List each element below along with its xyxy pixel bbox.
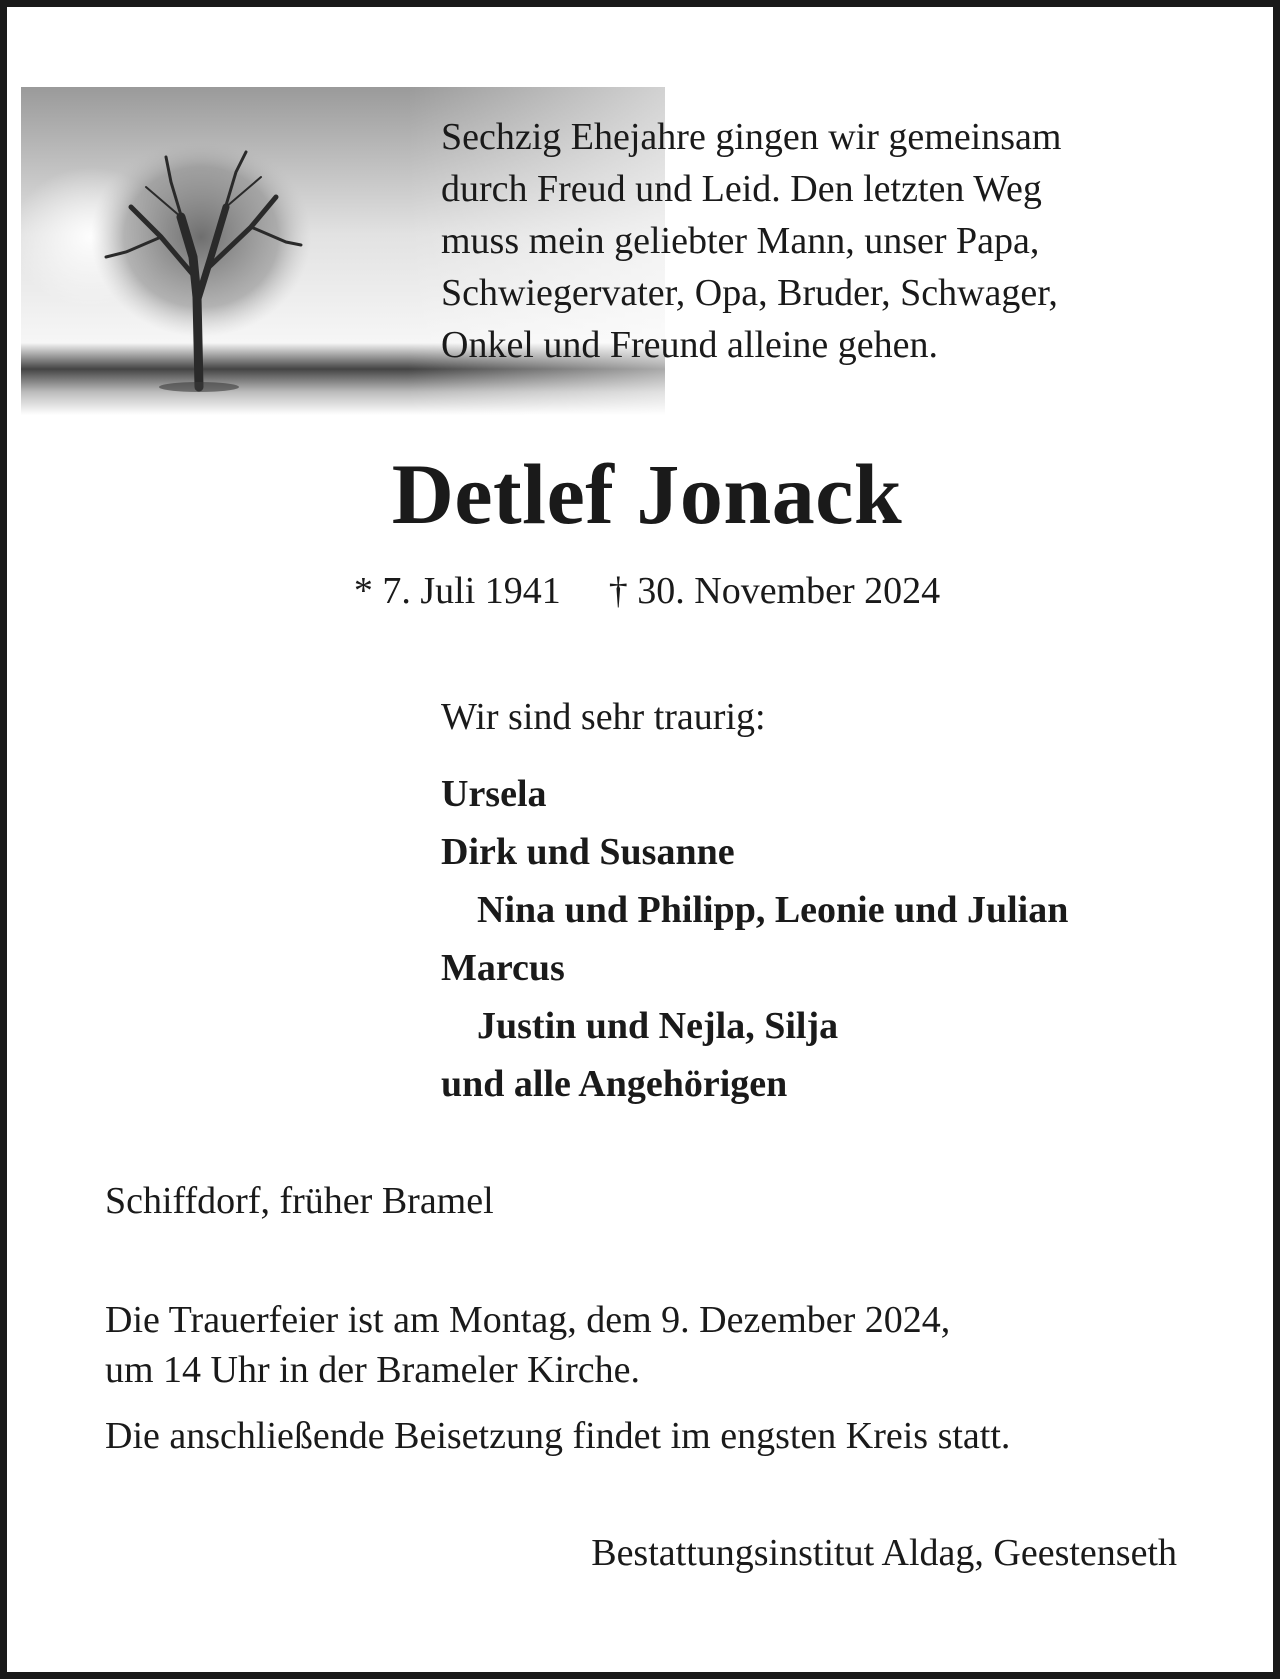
mourner-name: Justin und Nejla, Silja	[477, 1005, 839, 1047]
intro-text	[441, 111, 1231, 371]
service-info	[105, 1295, 1010, 1461]
mourner-name: Marcus	[441, 947, 565, 989]
intro-line: Sechzig Ehejahre gingen wir gemeinsam	[441, 116, 1062, 158]
death-date: † 30. November 2024	[608, 570, 941, 612]
mourner-name: Ursela	[441, 773, 547, 815]
intro-line: durch Freud und Leid. Den letzten Weg	[441, 168, 1042, 210]
intro-line: Schwiegervater, Opa, Bruder, Schwager,	[441, 272, 1058, 314]
mourner-name: Nina und Philipp, Leonie und Julian	[477, 889, 1069, 931]
deceased-name: Detlef Jonack	[391, 446, 903, 542]
life-dates	[7, 565, 1280, 617]
service-line: Die Trauerfeier ist am Montag, dem 9. Dezember 2024,	[105, 1299, 951, 1341]
undertaker-line: Bestattungsinstitut Aldag, Geestenseth	[591, 1532, 1177, 1574]
place-line: Schiffdorf, früher Bramel	[105, 1180, 494, 1222]
birth-date: * 7. Juli 1941	[353, 570, 561, 612]
burial-line: Die anschließende Beisetzung findet im engsten Kreis statt.	[105, 1415, 1011, 1457]
service-line: um 14 Uhr in der Brameler Kirche.	[105, 1349, 640, 1391]
mourner-name: und alle Angehörigen	[441, 1063, 788, 1105]
mourners-list	[441, 765, 1068, 1113]
mourner-name: Dirk und Susanne	[441, 831, 735, 873]
intro-line: Onkel und Freund alleine gehen.	[441, 324, 939, 366]
intro-line: muss mein geliebter Mann, unser Papa,	[441, 220, 1040, 262]
mourning-heading: Wir sind sehr traurig:	[441, 696, 766, 738]
